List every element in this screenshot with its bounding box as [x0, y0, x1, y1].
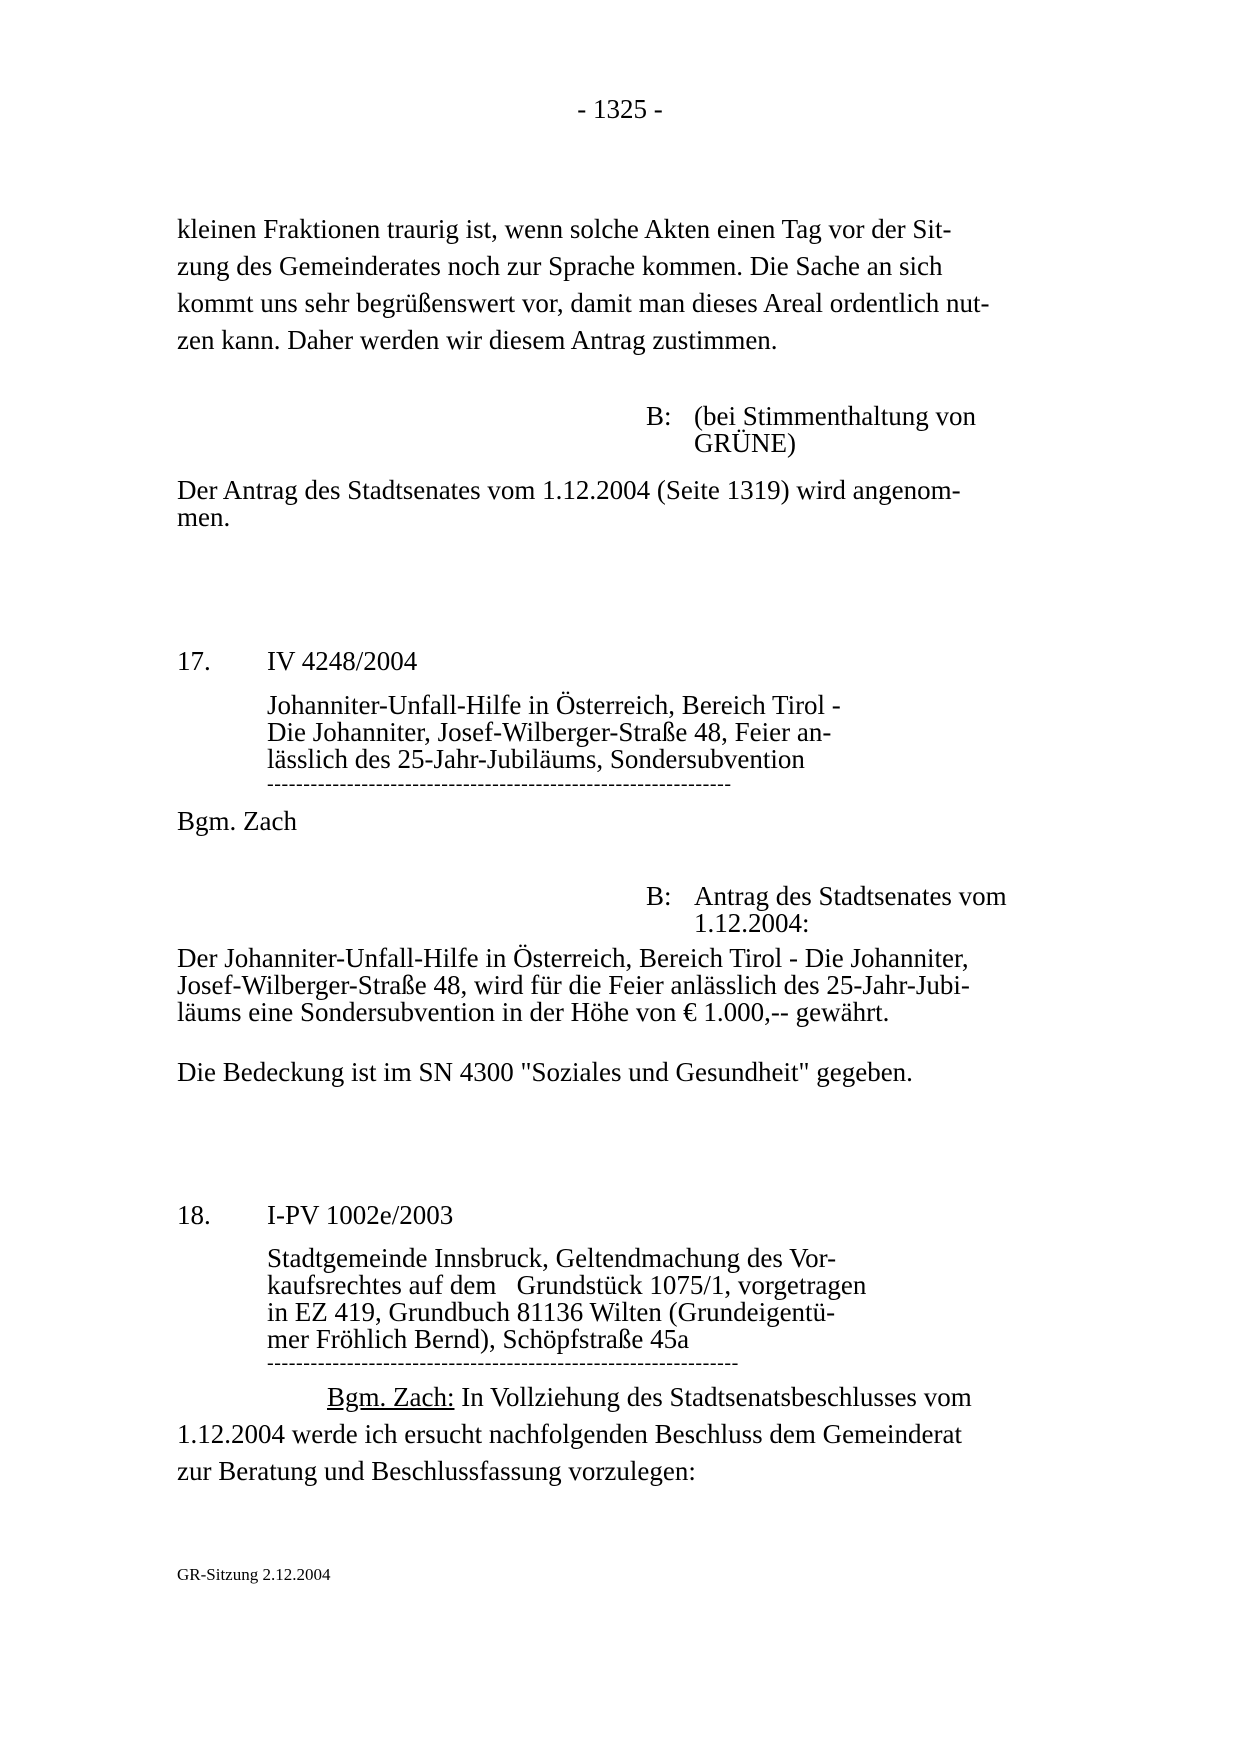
item-17-code: IV 4248/2004: [267, 646, 418, 676]
item-17-subject-line: Johanniter-Unfall-Hilfe in Österreich, Bereich Tirol -: [267, 690, 841, 720]
item-17-resolution-line: Der Johanniter-Unfall-Hilfe in Österreich, Bereich Tirol - Die Johanniter,: [177, 943, 969, 973]
item-17-resolution: [177, 945, 1061, 1026]
page-number: - 1325 -: [577, 94, 663, 124]
item-17-number: 17.: [177, 646, 211, 676]
item-18-number: 18.: [177, 1200, 211, 1230]
item-17-subject-line: Die Johanniter, Josef-Wilberger-Straße 48, Feier an-: [267, 717, 832, 747]
decision-result-line: Der Antrag des Stadtsenates vom 1.12.2004 (Seite 1319) wird angenom-: [177, 475, 961, 505]
item-18-statement-line: zur Beratung und Beschlussfassung vorzulegen:: [177, 1456, 696, 1486]
item-17-decision-marker: B:: [646, 881, 672, 911]
decision-result-line: men.: [177, 502, 231, 532]
item-17-decision-line: 1.12.2004:: [694, 908, 810, 938]
decision-marker: B:: [646, 401, 672, 431]
item-17-subject-line: lässlich des 25-Jahr-Jubiläums, Sondersubvention: [267, 744, 805, 774]
item-17-divider: ----------------------------------------------------------------: [267, 773, 732, 795]
item-18-statement-line: 1.12.2004 werde ich ersucht nachfolgenden Beschluss dem Gemeinderat: [177, 1419, 963, 1449]
item-17-resolution-line: läums eine Sondersubvention in der Höhe von € 1.000,-- gewährt.: [177, 997, 890, 1027]
item-18-code: I-PV 1002e/2003: [267, 1200, 454, 1230]
decision-note-line: (bei Stimmenthaltung von: [694, 401, 976, 431]
page-footer: GR-Sitzung 2.12.2004: [177, 1565, 331, 1584]
item-17-resolution-line: Josef-Wilberger-Straße 48, wird für die Feier anlässlich des 25-Jahr-Jubi-: [177, 970, 970, 1000]
item-18-statement-text: In Vollziehung des Stadtsenatsbeschlusses vom: [461, 1382, 972, 1412]
item-17-decision-text: [694, 883, 1054, 937]
decision-result: [177, 477, 1061, 531]
item-17-subject: [267, 692, 917, 773]
decision-note: [694, 403, 1054, 457]
item-17-coverage: Die Bedeckung ist im SN 4300 "Soziales und Gesundheit" gegeben.: [177, 1057, 913, 1087]
intro-line: zen kann. Daher werden wir diesem Antrag zustimmen.: [177, 325, 778, 355]
item-18-statement: [177, 1379, 1061, 1490]
item-17-decision-line: Antrag des Stadtsenates vom: [694, 881, 1007, 911]
item-17-speaker: Bgm. Zach: [177, 806, 297, 836]
item-18-statement-first-line: [177, 1379, 1061, 1416]
item-18-subject-line: in EZ 419, Grundbuch 81136 Wilten (Grundeigentü-: [267, 1297, 836, 1327]
item-18-speaker: Bgm. Zach:: [327, 1382, 455, 1412]
intro-line: kleinen Fraktionen traurig ist, wenn solche Akten einen Tag vor der Sit-: [177, 214, 952, 244]
item-18-subject: [267, 1245, 927, 1353]
intro-paragraph: [177, 211, 1061, 359]
item-18-subject-line: Stadtgemeinde Innsbruck, Geltendmachung des Vor-: [267, 1243, 837, 1273]
intro-line: zung des Gemeinderates noch zur Sprache kommen. Die Sache an sich: [177, 251, 943, 281]
item-18-subject-line: kaufsrechtes auf dem Grundstück 1075/1, vorgetragen: [267, 1270, 867, 1300]
item-18-divider: -----------------------------------------------------------------: [267, 1352, 739, 1374]
item-18-subject-line: mer Fröhlich Bernd), Schöpfstraße 45a: [267, 1324, 690, 1354]
decision-note-line: GRÜNE): [694, 428, 796, 458]
intro-line: kommt uns sehr begrüßenswert vor, damit man dieses Areal ordentlich nut-: [177, 288, 990, 318]
